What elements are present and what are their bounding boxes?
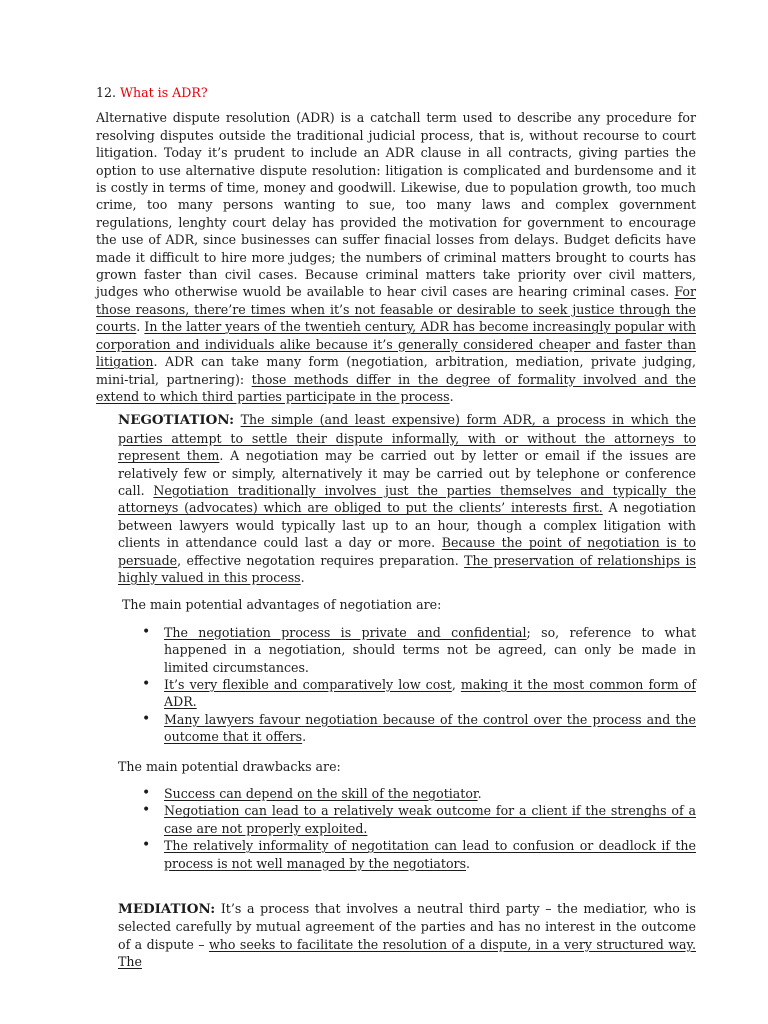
document-page bbox=[96, 84, 696, 971]
list-item bbox=[164, 676, 696, 711]
drawbacks-label: The main potential drawbacks are: bbox=[118, 758, 341, 774]
list-item-underlined: making it the most common form of ADR. bbox=[164, 677, 696, 710]
mediation-underlined-text: The bbox=[118, 954, 142, 970]
negotiation-text: . A negotiation may be carried out by letter or email if the issues are relatively few or simply, alternatively it may be carried out by telephone or conference call. bbox=[118, 448, 696, 498]
list-item-underlined: Negotiation can lead to a relatively weak outcome for a client if the strenghs of a case are not properly exploited. bbox=[164, 803, 696, 836]
list-item bbox=[164, 802, 696, 837]
negotiation-paragraph bbox=[96, 411, 696, 586]
negotiation-underlined-text: Negotiation traditionally involves just the parties themselves and typically the attorneys (advocates) which are obliged to put the clients’ interests first. bbox=[118, 482, 697, 516]
list-item-text: . bbox=[477, 786, 482, 802]
intro-underlined-text: In the latter years of the twentieh century, ADR has become increasingly popular with corporation and individuals alike because it’s generally considered cheaper and faster than litigation bbox=[96, 319, 696, 370]
section-number: 12. bbox=[96, 85, 117, 100]
intro-text: Alternative dispute resolution (ADR) is a catchall term used to describe any procedure for resolving disputes outside the traditional judicial process, that is, without recourse to court litigation. Today it’s prudent to include an ADR clause in all contracts, giving parties the option to use alternative dispute resolution: litigation is complicated and burdensome and it is costly in terms of time, money and goodwill. Likewise, due to population growth, too much crime, too many persons wanting to sue, too many laws and complex government regulations, lenghty court delay has provided the motivation for government to encourage the use of ADR, since businesses can suffer finacial losses from delays. Budget deficits have made it difficult to hire more judges; the numbers of criminal matters brought to courts has grown faster than civil cases. Because criminal matters take priority over civil matters, judges who otherwise wuold be available to hear civil cases are hearing criminal cases. bbox=[96, 110, 696, 300]
intro-text: . bbox=[136, 319, 145, 335]
intro-underlined-text: For those reasons, there’re times when it’s not feasable or desirable to seek justice through the courts bbox=[96, 284, 696, 335]
mediation-label: MEDIATION: bbox=[118, 901, 216, 918]
list-item-underlined: Many lawyers favour negotiation because of the control over the process and the outcome that it offers bbox=[164, 711, 696, 745]
intro-text: . bbox=[449, 388, 454, 404]
list-item bbox=[164, 624, 696, 676]
negotiation-underlined-text: The simple (and least expensive) form ADR, a process in which the parties attempt to settle their dispute informally, with or without the attorneys to represent them bbox=[118, 412, 696, 464]
list-item-underlined: The negotiation process is private and confidential bbox=[164, 624, 527, 640]
negotiation-text: . bbox=[300, 569, 305, 585]
section-title: What is ADR? bbox=[120, 85, 208, 100]
list-item-underlined: It’s very flexible and comparatively low cost bbox=[164, 677, 452, 692]
intro-text: . ADR can take many form (negotiation, arbitration, mediation, private judging, mini-trial, partnering): bbox=[96, 354, 696, 387]
negotiation-underlined-text: The preservation of relationships is highly valued in this process bbox=[118, 552, 696, 585]
intro-underlined-text: those methods differ in the degree of formality involved and the extend to which third parties participate in the process bbox=[96, 371, 696, 404]
list-item bbox=[164, 785, 696, 802]
section-heading bbox=[96, 84, 696, 101]
mediation-underlined-text: who seeks to facilitate the resolution of a dispute, in a very structured way. bbox=[208, 936, 696, 952]
list-item-text: . bbox=[302, 729, 307, 745]
advantages-label: The main potential advantages of negotiation are: bbox=[122, 597, 442, 613]
mediation-text: It’s a process that involves a neutral third party – the mediatior, who is selected carefully by mutual agreement of the parties and has no interest in the outcome of a dispute – bbox=[118, 901, 696, 952]
list-item-text: ; so, reference to what happened in a negotiation, should terms not be agreed, can only be made in limited circumstances. bbox=[164, 624, 696, 675]
list-item-underlined: The relatively informality of negotitation can lead to confusion or deadlock if the process is not well managed by the negotiators bbox=[164, 838, 696, 871]
list-item-text: , bbox=[451, 677, 461, 692]
list-item bbox=[164, 711, 696, 746]
negotiation-text: A negotiation between lawyers would typically last up to an hour, though a complex litigation with clients in attendance could last a day or more. bbox=[118, 500, 696, 551]
drawbacks-list bbox=[96, 785, 696, 872]
intro-paragraph bbox=[96, 109, 696, 405]
negotiation-text: , effective negotation requires preparation. bbox=[177, 552, 465, 568]
negotiation-label: NEGOTIATION: bbox=[118, 412, 235, 429]
advantages-list bbox=[96, 624, 696, 746]
list-item-underlined: Success can depend on the skill of the negotiator bbox=[164, 786, 478, 802]
list-item bbox=[164, 837, 696, 872]
mediation-paragraph bbox=[96, 900, 696, 971]
negotiation-underlined-text: Because the point of negotiation is to persuade bbox=[118, 535, 697, 568]
list-item-text: . bbox=[466, 855, 471, 871]
